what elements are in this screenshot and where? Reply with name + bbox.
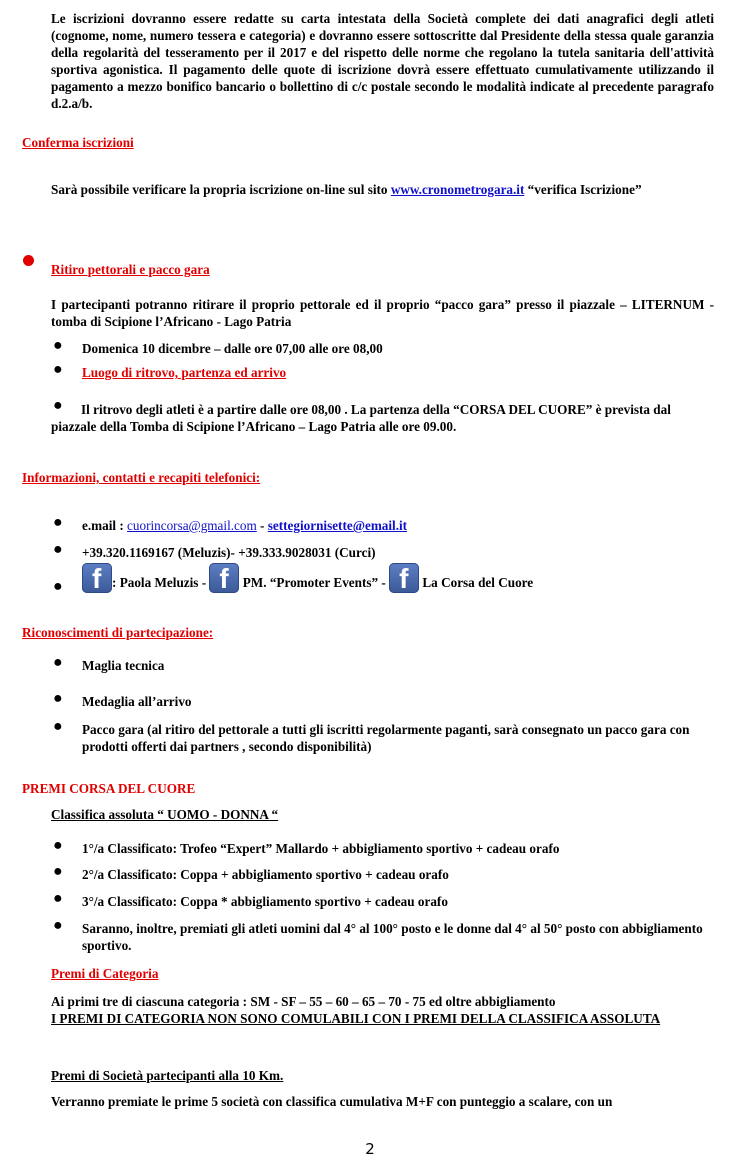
bullet-icon: ● bbox=[53, 690, 63, 707]
bullet-icon: ● bbox=[53, 654, 63, 671]
section-heading-conferma: Conferma iscrizioni bbox=[22, 135, 134, 150]
email-label: e.mail : bbox=[82, 518, 128, 533]
bullet-icon: ● bbox=[53, 337, 63, 354]
email-separator: - bbox=[256, 518, 268, 533]
conferma-paragraph bbox=[51, 181, 714, 198]
societa-heading: Premi di Società partecipanti alla 10 Km. bbox=[51, 1068, 284, 1083]
email-link-2[interactable]: settegiornisette@email.it bbox=[267, 518, 408, 533]
categoria-text: Ai primi tre di ciascuna categoria : SM - SF – 55 – 60 – 65 – 70 - 75 ed oltre abbigliamento bbox=[51, 994, 556, 1009]
list-item: 1°/a Classificato: Trofeo “Expert” Mallardo + abbigliamento sportivo + cadeau orafo bbox=[82, 841, 560, 856]
list-item: Pacco gara (al ritiro del pettorale a tutti gli iscritti regolarmente paganti, sarà consegnato un pacco gara con prodotti offerti dai partners , secondo disponibilità) bbox=[82, 722, 690, 754]
facebook-label-1: : Paola Meluzis - bbox=[112, 575, 210, 590]
page-number: 2 bbox=[365, 1140, 375, 1158]
bullet-icon: ● bbox=[53, 837, 63, 854]
bullet-icon: ● bbox=[53, 397, 63, 414]
categoria-note: I PREMI DI CATEGORIA NON SONO COMULABILI CON I PREMI DELLA CLASSIFICA ASSOLUTA bbox=[51, 1011, 661, 1026]
bullet-icon: ● bbox=[53, 541, 63, 558]
section-heading-ritiro: Ritiro pettorali e pacco gara bbox=[51, 262, 210, 277]
facebook-icon[interactable]: f bbox=[209, 563, 239, 593]
section-heading-premi: PREMI CORSA DEL CUORE bbox=[22, 781, 196, 796]
red-bullet-icon bbox=[23, 255, 34, 266]
categoria-heading: Premi di Categoria bbox=[51, 966, 159, 981]
list-item: Saranno, inoltre, premiati gli atleti uomini dal 4° al 100° posto e le donne dal 4° al 50° posto con abbigliamento sportivo. bbox=[82, 921, 703, 953]
bullet-icon: ● bbox=[53, 361, 63, 378]
bullet-icon: ● bbox=[53, 890, 63, 907]
section-heading-info: Informazioni, contatti e recapiti telefonici: bbox=[22, 470, 261, 485]
societa-text: Verranno premiate le prime 5 società con classifica cumulativa M+F con punteggio a scalare, con un bbox=[51, 1094, 613, 1109]
section-heading-riconoscimenti: Riconoscimenti di partecipazione: bbox=[22, 625, 214, 640]
cronometrogara-link[interactable]: www.cronometrogara.it bbox=[390, 182, 525, 197]
bullet-icon: ● bbox=[53, 514, 63, 531]
ritrovo-paragraph: Il ritrovo degli atleti è a partire dalle ore 08,00 . La partenza della “CORSA DEL CUORE” è prevista dal piazzale della Tomba di Scipione l’Africano – Lago Patria alle ore 09.00. bbox=[51, 402, 671, 434]
ritiro-date: Domenica 10 dicembre – dalle ore 07,00 alle ore 08,00 bbox=[82, 341, 383, 356]
luogo-heading: Luogo di ritrovo, partenza ed arrivo bbox=[82, 365, 287, 380]
list-item: Medaglia all’arrivo bbox=[82, 694, 192, 709]
list-item: 2°/a Classificato: Coppa + abbigliamento sportivo + cadeau orafo bbox=[82, 867, 449, 882]
email-line bbox=[82, 517, 407, 534]
conferma-text-after: “verifica Iscrizione” bbox=[524, 182, 642, 197]
phones-line: +39.320.1169167 (Meluzis)- +39.333.9028031 (Curci) bbox=[82, 545, 376, 560]
classifica-heading: Classifica assoluta “ UOMO - DONNA “ bbox=[51, 807, 279, 822]
facebook-label-2: PM. “Promoter Events” - bbox=[239, 575, 390, 590]
bullet-icon: ● bbox=[53, 578, 63, 595]
facebook-icon[interactable]: f bbox=[82, 563, 112, 593]
ritiro-paragraph: I partecipanti potranno ritirare il proprio pettorale ed il proprio “pacco gara” presso il piazzale – LITERNUM - tomba di Scipione l’Africano - Lago Patria bbox=[51, 297, 714, 329]
facebook-line bbox=[82, 563, 533, 599]
list-item: Maglia tecnica bbox=[82, 658, 165, 673]
list-item: 3°/a Classificato: Coppa * abbigliamento sportivo + cadeau orafo bbox=[82, 894, 448, 909]
facebook-icon[interactable]: f bbox=[389, 563, 419, 593]
email-link-1[interactable]: cuorincorsa@gmail.com bbox=[127, 518, 257, 533]
conferma-text: Sarà possibile verificare la propria iscrizione on-line sul sito bbox=[51, 182, 391, 197]
intro-paragraph: Le iscrizioni dovranno essere redatte su carta intestata della Società complete dei dati anagrafici degli atleti (cognome, nome, numero tessera e categoria) e dovranno essere sottoscritte dal Presidente della stessa quale garanzia della regolarità del tesseramento per il 2017 e del rispetto delle norme che regolano la tutela sanitaria dell'attività sportiva agonistica. Il pagamento delle quote di iscrizione dovrà essere effettuato cumulativamente utilizzando il pagamento a mezzo bonifico bancario o bollettino di c/c postale secondo le modalità indicate al precedente paragrafo d.2.a/b. bbox=[51, 11, 714, 111]
facebook-label-3: La Corsa del Cuore bbox=[419, 575, 534, 590]
bullet-icon: ● bbox=[53, 917, 63, 934]
bullet-icon: ● bbox=[53, 718, 63, 735]
bullet-icon: ● bbox=[53, 863, 63, 880]
